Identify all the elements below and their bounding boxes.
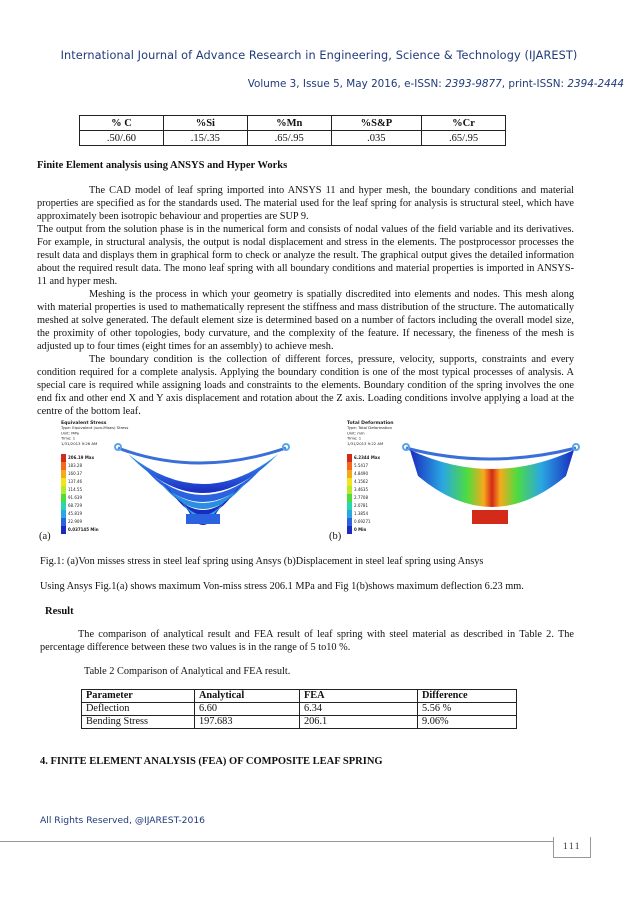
table-cell: .65/.95	[422, 131, 506, 146]
legend-value: 45.819	[68, 511, 82, 516]
legend-value: 0.037145 Min	[68, 527, 99, 532]
table-cell: .50/.60	[80, 131, 164, 146]
legend-value: 1.3854	[354, 511, 368, 516]
legend-value: 3.4635	[354, 487, 368, 492]
legend-title-line: Unit: MPa	[61, 430, 79, 436]
legend-swatch	[61, 526, 66, 534]
legend-value: 68.729	[68, 503, 82, 508]
table-header-cell: %Mn	[247, 116, 331, 131]
table-row	[82, 716, 517, 729]
legend-swatch	[347, 510, 352, 518]
volume-text: Volume 3, Issue 5, May 2016, e-ISSN:	[247, 78, 446, 90]
journal-title: International Journal of Advance Research in Engineering, Science & Technology (IJAREST)	[60, 49, 578, 62]
section-heading-result: Result	[45, 606, 74, 617]
footer-copyright: All Rights Reserved, @IJAREST-2016	[40, 815, 206, 826]
legend-title-line: Type: Equivalent (von-Mises) Stress	[61, 425, 129, 431]
eissn: 2393-9877	[445, 78, 502, 90]
legend-title-line: 1/31/2013 9:26 AM	[61, 440, 98, 446]
legend-swatch	[61, 486, 66, 494]
legend-title-line: Total Deformation	[347, 421, 394, 426]
legend-swatch	[347, 526, 352, 534]
table-cell: 206.1	[300, 716, 418, 729]
legend-value: 137.46	[68, 479, 82, 484]
legend-swatch	[347, 478, 352, 486]
legend-swatch	[61, 510, 66, 518]
legend-swatch	[347, 486, 352, 494]
legend-title-line: Time: 1	[347, 435, 362, 441]
comparison-header-row	[82, 690, 517, 703]
table-cell: 6.60	[195, 703, 300, 716]
deformation-plot	[344, 418, 589, 543]
legend-value: 160.37	[68, 471, 82, 476]
print-issn-label: , print-ISSN:	[501, 78, 568, 90]
paragraph: The boundary condition is the collection of different forces, pressure, velocity, supports, constraints and every condition required for a complete analysis. Applying the boundary condition is one of the most typical processes of analysis. A special care is required while assigning loads and constraints to the elements. Boundary condition of the spring involves the one end fix and other end X and Y axis displacement and rotation about the Z axis. Loading conditions involve applying a load at the centre of the bottom leaf.	[37, 354, 574, 417]
table-cell: .65/.95	[247, 131, 331, 146]
legend-swatch	[61, 502, 66, 510]
table-cell: 197.683	[195, 716, 300, 729]
legend-swatch	[61, 470, 66, 478]
legend-swatch	[347, 494, 352, 502]
legend-value: 91.639	[68, 495, 82, 500]
composition-table	[79, 115, 506, 146]
stress-plot	[58, 418, 298, 543]
legend-swatch	[61, 494, 66, 502]
figure-b-deformation	[344, 418, 589, 543]
paragraph: Meshing is the process in which your geometry is spatially discredited into elements and nodes. This mesh along with material properties is used to mathematically represent the stiffness and mass distribution of the structure. The automatically meshed at solve generated. The default element size is determined based on a number of factors including the overall model size, the proximity of other topologies, body curvature, and the complexity of the feature. If necessary, the fineness of the mesh is adjusted up to four times (eight times for an assembly) to achieve mesh.	[37, 289, 574, 352]
legend-swatch	[61, 454, 66, 462]
table-header-cell: FEA	[300, 690, 418, 703]
table-header-cell: %S&P	[331, 116, 421, 131]
legend-swatch	[61, 518, 66, 526]
table-cell: Deflection	[82, 703, 195, 716]
legend-swatch	[347, 462, 352, 470]
comparison-table	[81, 689, 517, 729]
legend-swatch	[347, 454, 352, 462]
fea-body	[37, 184, 574, 418]
legend-swatch	[61, 478, 66, 486]
legend-title-line: Unit: mm	[347, 430, 365, 436]
deformation-legend	[346, 420, 394, 534]
legend-value: 2.0781	[354, 503, 368, 508]
table-cell: .035	[331, 131, 421, 146]
page-number: 111	[553, 837, 591, 858]
figure-caption: Fig.1: (a)Von misses stress in steel leaf spring using Ansys (b)Displacement in steel leaf spring using Ansys	[40, 556, 484, 567]
legend-value: 183.28	[68, 463, 82, 468]
section-heading-fea: Finite Element analysis using ANSYS and Hyper Works	[37, 160, 288, 171]
figure-label-b: (b)	[329, 531, 342, 542]
legend-swatch	[347, 470, 352, 478]
table-row	[82, 703, 517, 716]
legend-value: 0 Min	[354, 527, 367, 532]
legend-swatch	[347, 502, 352, 510]
legend-value: 4.1562	[354, 479, 368, 484]
legend-swatch	[347, 518, 352, 526]
table-header-cell: %Si	[163, 116, 247, 131]
journal-issue-line	[248, 78, 624, 90]
table-cell: 5.56 %	[418, 703, 517, 716]
legend-value: 0.69271	[354, 519, 371, 524]
table-cell: 6.34	[300, 703, 418, 716]
table-header-cell: Analytical	[195, 690, 300, 703]
legend-value: 22.909	[68, 519, 82, 524]
table-cell: 9.06%	[418, 716, 517, 729]
table-header-cell: Difference	[418, 690, 517, 703]
legend-title-line: Type: Total Deformation	[347, 425, 392, 431]
figure-label-a: (a)	[39, 531, 51, 542]
result-paragraph: The comparison of analytical result and FEA result of leaf spring with steel material as described in Table 2. The percentage difference between these two values is in the range of 5 to10 %.	[40, 629, 574, 653]
legend-title-line: Equivalent Stress	[61, 421, 107, 426]
table-row	[80, 131, 506, 146]
stress-legend	[60, 420, 128, 534]
table-header-cell: Parameter	[82, 690, 195, 703]
result-summary: Using Ansys Fig.1(a) shows maximum Von-miss stress 206.1 MPa and Fig 1(b)shows maximum deflection 6.23 mm.	[40, 581, 524, 592]
table-cell: .15/.35	[163, 131, 247, 146]
pissn: 2394-2444	[567, 78, 624, 90]
legend-value: 2.7708	[354, 495, 368, 500]
legend-value: 5.5417	[354, 463, 368, 468]
figure-a-stress	[58, 418, 298, 543]
table-caption: Table 2 Comparison of Analytical and FEA result.	[84, 666, 291, 677]
legend-swatch	[61, 462, 66, 470]
table-cell: Bending Stress	[82, 716, 195, 729]
legend-value: 4.8490	[354, 471, 368, 476]
legend-value: 206.19 Max	[68, 455, 95, 460]
section-heading-composite: 4. FINITE ELEMENT ANALYSIS (FEA) OF COMPOSITE LEAF SPRING	[40, 756, 383, 767]
legend-title-line: 1/31/2013 9:22 AM	[347, 440, 384, 446]
legend-title-line: Time: 1	[61, 435, 76, 441]
paragraph: The output from the solution phase is in the numerical form and consists of nodal values of the field variable and its derivatives. For example, in structural analysis, the output is nodal displacement and stress in the elements. The postprocessor processes the result data and displays them in graphical form to check or analyze the result. The graphical output gives the detailed information about the required result data. The mono leaf spring with all boundary conditions and material properties is imported in ANSYS-11 and hyper mesh.	[37, 224, 574, 287]
paragraph: The CAD model of leaf spring imported into ANSYS 11 and hyper mesh, the boundary conditions and material properties are specified as for the standards used. The material used for the leaf spring for analysis is structural steel, which have approximately been isotropic behaviour and properties are SUP 9.	[37, 185, 574, 222]
composition-header-row	[80, 116, 506, 131]
table-header-cell: % C	[80, 116, 164, 131]
legend-value: 114.55	[68, 487, 82, 492]
footer-divider	[0, 841, 588, 842]
legend-value: 6.2344 Max	[354, 455, 381, 460]
table-header-cell: %Cr	[422, 116, 506, 131]
